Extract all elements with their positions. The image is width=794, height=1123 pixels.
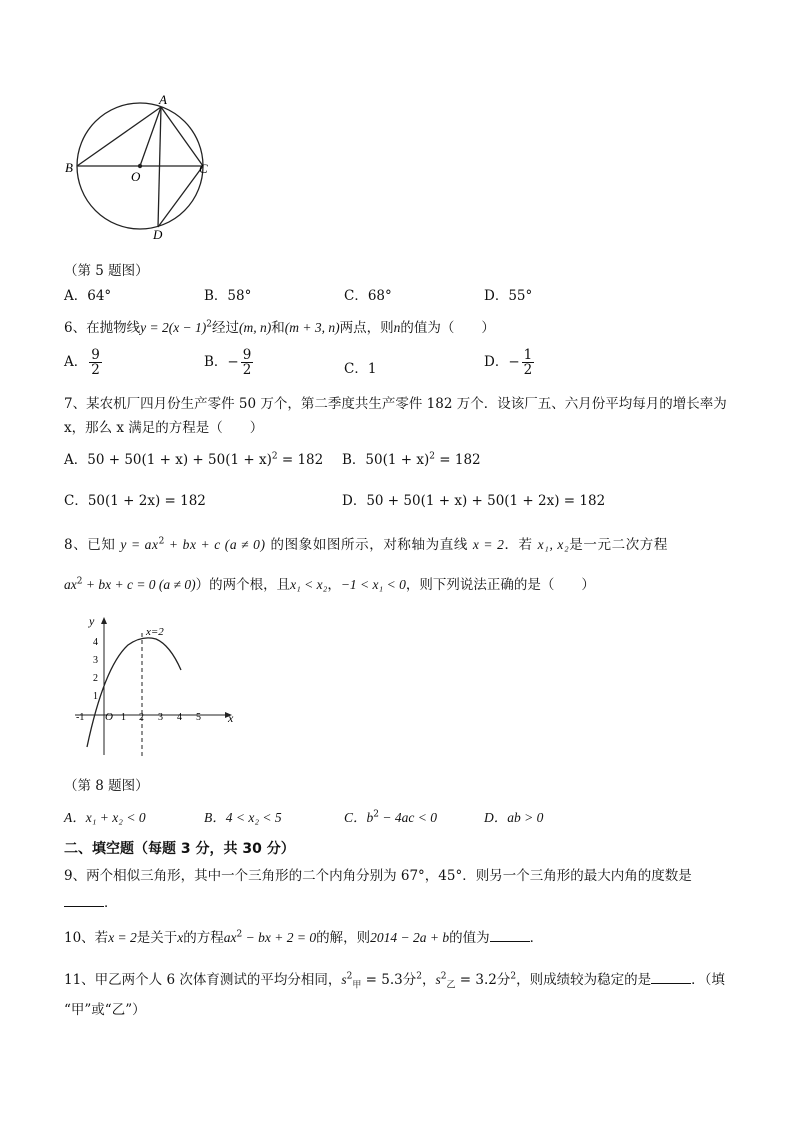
q10-f: ． [529, 930, 544, 946]
q6-a-num: 9 [91, 347, 100, 363]
q6-option-d [484, 348, 536, 377]
q6-text-d: 的值为（ ） [400, 320, 495, 336]
question-9-line-1: 9、两个相似三角形，其中一个三角形的二个内角分别为 67°，45°．则另一个三角形的最大内角的度数是 [64, 868, 692, 884]
q6-b-num: 9 [242, 347, 252, 363]
question-11-line-2: “甲”或“乙”） [64, 1002, 146, 1018]
q11-answer-blank[interactable] [651, 971, 691, 984]
q8-option-b: B．4 < x₂ < 5 [204, 810, 282, 825]
q8-l1-eq2: + bx + c (a ≠ 0) [164, 537, 266, 552]
y-tick-4: 4 [93, 637, 98, 648]
chord-ad [158, 107, 161, 227]
q7-option-a [64, 448, 323, 468]
q11-sep: ， [421, 972, 436, 988]
q11-s1: s [341, 972, 347, 987]
q7-a-text: A．50 + 50(1 + x) + 50(1 + x) [64, 452, 272, 468]
q6-and: 和 [271, 320, 285, 336]
y-axis-arrow [101, 617, 107, 624]
y-axis-label: y [89, 615, 95, 628]
q11-c: ．（填 [691, 972, 725, 988]
q11-s2: s [435, 972, 441, 987]
q6-point-2: (m + 3, n) [284, 320, 340, 335]
question-8-line-1 [64, 533, 668, 553]
label-d: D [153, 227, 163, 242]
q11-s2-unit-sup: 2 [510, 971, 517, 982]
q9-answer-blank[interactable] [64, 894, 104, 907]
label-a: A [159, 92, 167, 107]
q11-s2-val: = 3.2分 [455, 972, 511, 988]
q6-text-c: 两点，则 [339, 320, 394, 336]
q8-l2-eq2: + bx + c = 0 (a ≠ 0) [82, 577, 196, 592]
q6-option-a-fraction [89, 348, 102, 377]
q11-s2-sup: 2 [440, 971, 447, 982]
q11-s1-unit-sup: 2 [416, 971, 422, 982]
q5-option-d: D．55° [484, 288, 533, 304]
q6-option-a [64, 348, 104, 377]
q10-c: 的方程 [183, 930, 224, 946]
question-10 [64, 926, 543, 946]
figure-8-graph [70, 615, 240, 760]
q7-a-end: = 182 [277, 452, 324, 468]
y-tick-2: 2 [93, 673, 98, 684]
q11-a: 11、甲乙两个人 6 次体育测试的平均分相同， [64, 972, 342, 988]
q10-eq2-sup: 2 [236, 929, 243, 940]
q6-d-num: 1 [523, 347, 533, 363]
q6-a-den: 2 [91, 362, 100, 379]
q11-s1-val: = 5.3分 [361, 972, 417, 988]
q10-d: 的解，则 [316, 930, 371, 946]
q6-option-a-label: A． [64, 354, 88, 371]
chord-ac [161, 107, 203, 166]
q6-option-d-label: D．− [484, 354, 520, 371]
q6-option-b [204, 348, 255, 377]
q8-option-a: A．x₁ + x₂ < 0 [64, 810, 146, 825]
q7-b-text: B．50(1 + x) [342, 452, 430, 468]
q5-option-a: A．64° [64, 288, 112, 304]
q10-eq2: ax [223, 930, 237, 945]
q8-number: 8、 [64, 537, 88, 553]
x-tick-1: 1 [121, 712, 126, 723]
segment-oa [140, 107, 161, 166]
q10-eq3: 2014 − 2a + b [370, 930, 450, 945]
q10-var: x [177, 930, 184, 945]
question-8-line-2 [64, 573, 595, 593]
q6-b-den: 2 [242, 362, 252, 379]
q6-number: 6、 [64, 320, 87, 336]
q8-l1-sup: 2 [158, 536, 165, 547]
question-7-line-2: x，那么 x 满足的方程是（ ） [64, 420, 264, 436]
q7-b-end: = 182 [434, 452, 481, 468]
q7-option-d: D．50 + 50(1 + x) + 50(1 + 2x) = 182 [342, 493, 606, 509]
q11-s1-sub: 甲 [352, 980, 362, 991]
x-tick-2: 2 [139, 712, 144, 723]
q5-option-c: C．68° [344, 288, 392, 304]
q7-option-b [342, 448, 481, 468]
q8-l2-sup: 2 [76, 576, 83, 587]
q10-eq2-end: − bx + 2 = 0 [242, 930, 317, 945]
y-tick-3: 3 [93, 655, 98, 666]
q6-text-a: 在抛物线 [86, 320, 141, 336]
q10-a: 10、若 [64, 930, 109, 946]
q10-eq1: x = 2 [108, 930, 137, 945]
q6-var: n [393, 320, 401, 335]
chord-cd [158, 166, 203, 227]
q6-point-1: (m, n) [239, 320, 272, 335]
q6-equation: y = 2(x − 1) [140, 320, 207, 335]
q8-l2-b: ， [327, 577, 341, 593]
section-2-title: 二、填空题（每题 3 分，共 30 分） [64, 841, 295, 857]
y-tick-1: 1 [93, 691, 98, 702]
q8-l2-a: ）的两个根，且 [195, 577, 291, 593]
fig5-caption: （第 5 题图） [64, 263, 149, 279]
x-tick-neg1: -1 [76, 712, 85, 723]
q7-a-sup: 2 [271, 451, 278, 462]
q8-c-pre: C．b [344, 810, 374, 825]
q5-option-b: B．58° [204, 288, 252, 304]
q7-b-sup: 2 [429, 451, 435, 462]
q6-text-b: 经过 [212, 320, 240, 336]
figure-5-circle [60, 92, 220, 242]
q8-l2-cond1: x₁ < x₂ [290, 577, 328, 592]
question-11-line-1 [64, 968, 725, 991]
x-tick-4: 4 [177, 712, 182, 723]
q6-d-den: 2 [523, 362, 533, 379]
q8-l2-c: ，则下列说法正确的是（ ） [405, 577, 595, 593]
q6-option-b-label: B．− [204, 354, 239, 371]
center-point [138, 164, 142, 168]
q8-c-end: − 4ac < 0 [379, 810, 437, 825]
fig8-caption: （第 8 题图） [64, 778, 149, 794]
origin-label: O [105, 711, 113, 723]
q11-b: ，则成绩较为稳定的是 [516, 972, 652, 988]
q8-l1-d: 是一元二次方程 [569, 537, 668, 553]
x-tick-3: 3 [158, 712, 163, 723]
q8-option-d: D．ab > 0 [484, 810, 544, 825]
q8-l2-cond2: −1 < x₁ < 0 [340, 577, 406, 592]
q11-s2-sub: 乙 [446, 980, 456, 991]
chord-ba [77, 107, 161, 166]
label-c: C [199, 161, 208, 176]
q8-l1-c: ．若 [504, 537, 533, 553]
question-6 [64, 316, 495, 336]
question-9-line-2 [64, 891, 118, 911]
q10-b: 是关于 [136, 930, 178, 946]
x-axis-label: x [228, 711, 234, 725]
q8-l1-eq: y = ax [120, 537, 159, 552]
q10-answer-blank[interactable] [490, 929, 530, 942]
q8-option-c [344, 806, 437, 826]
q8-l1-b: 的图象如图所示，对称轴为直线 [270, 537, 468, 553]
axis-of-symmetry-label: x=2 [146, 626, 164, 638]
q10-e: 的值为 [449, 930, 490, 946]
q8-l1-a: 已知 [87, 537, 116, 553]
label-b: B [65, 160, 73, 175]
q11-s1-sup: 2 [346, 971, 353, 982]
question-7-line-1: 7、某农机厂四月份生产零件 50 万个，第二季度共生产零件 182 万个．设该厂五、六月份平均每月的增长率为 [64, 396, 727, 412]
parabola-curve [87, 638, 181, 747]
q6-equation-sup: 2 [206, 319, 213, 330]
q8-l2-eq: ax [64, 577, 77, 592]
q6-option-d-fraction [522, 348, 535, 377]
q8-l1-axis: x = 2 [472, 537, 505, 552]
label-o: O [131, 169, 141, 184]
q8-c-sup: 2 [373, 809, 379, 820]
q9-end: ． [104, 895, 118, 911]
q6-option-c: C．1 [344, 361, 377, 377]
q7-option-c: C．50(1 + 2x) = 182 [64, 493, 206, 509]
q6-option-b-fraction [241, 348, 254, 377]
q8-l1-roots: x₁, x₂ [537, 537, 570, 552]
x-tick-5: 5 [196, 712, 201, 723]
